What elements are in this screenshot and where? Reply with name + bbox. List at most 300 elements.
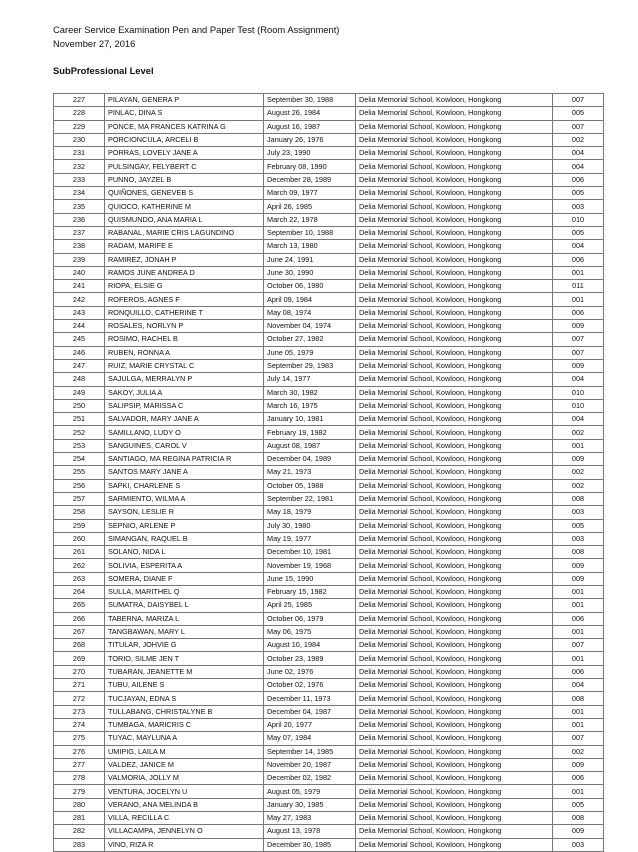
birth-date: September 14, 1985 <box>264 745 356 758</box>
birth-date: April 20, 1977 <box>264 718 356 731</box>
exam-venue: Delia Memorial School, Kowloon, Hongkong <box>356 559 553 572</box>
examinee-name: PILAYAN, GENERA P <box>105 94 264 107</box>
examinee-name: VILLA, RECILLA C <box>105 812 264 825</box>
table-row <box>54 280 604 293</box>
room-number: 006 <box>553 612 604 625</box>
examinee-name: PORRAS, LOVELY JANE A <box>105 147 264 160</box>
table-row <box>54 812 604 825</box>
room-number: 004 <box>553 160 604 173</box>
exam-date: November 27, 2016 <box>53 38 136 49</box>
row-number: 248 <box>54 373 105 386</box>
row-number: 229 <box>54 120 105 133</box>
exam-venue: Delia Memorial School, Kowloon, Hongkong <box>356 120 553 133</box>
room-number: 006 <box>553 306 604 319</box>
room-number: 008 <box>553 546 604 559</box>
row-number: 266 <box>54 612 105 625</box>
examinee-name: VALMORIA, JOLLY M <box>105 772 264 785</box>
exam-venue: Delia Memorial School, Kowloon, Hongkong <box>356 333 553 346</box>
exam-venue: Delia Memorial School, Kowloon, Hongkong <box>356 413 553 426</box>
row-number: 235 <box>54 200 105 213</box>
room-number: 007 <box>553 732 604 745</box>
row-number: 239 <box>54 253 105 266</box>
examinee-name: RAMIREZ, JONAH P <box>105 253 264 266</box>
exam-venue: Delia Memorial School, Kowloon, Hongkong <box>356 798 553 811</box>
room-number: 001 <box>553 785 604 798</box>
exam-venue: Delia Memorial School, Kowloon, Hongkong <box>356 705 553 718</box>
room-number: 006 <box>553 772 604 785</box>
examinee-name: VILLACAMPA, JENNELYN O <box>105 825 264 838</box>
birth-date: May 07, 1984 <box>264 732 356 745</box>
row-number: 244 <box>54 320 105 333</box>
birth-date: October 05, 1988 <box>264 479 356 492</box>
examinee-name: SEPNIO, ARLENE P <box>105 519 264 532</box>
examinee-name: PULSINGAY, FELYBERT C <box>105 160 264 173</box>
room-number: 002 <box>553 466 604 479</box>
table-row <box>54 572 604 585</box>
row-number: 280 <box>54 798 105 811</box>
examinee-name: RIOPA, ELSIE G <box>105 280 264 293</box>
row-number: 245 <box>54 333 105 346</box>
room-number: 011 <box>553 280 604 293</box>
table-row <box>54 705 604 718</box>
row-number: 251 <box>54 413 105 426</box>
examinee-name: ROSALES, NORLYN P <box>105 320 264 333</box>
birth-date: November 19, 1968 <box>264 559 356 572</box>
room-number: 005 <box>553 798 604 811</box>
birth-date: August 16, 1987 <box>264 120 356 133</box>
examinee-name: RADAM, MARIFE E <box>105 240 264 253</box>
row-number: 269 <box>54 652 105 665</box>
room-number: 010 <box>553 399 604 412</box>
examinee-name: TABERNA, MARIZA L <box>105 612 264 625</box>
room-number: 006 <box>553 173 604 186</box>
examinee-name: SALIPSIP, MARISSA C <box>105 399 264 412</box>
table-row <box>54 599 604 612</box>
examinee-name: SULLA, MARITHEL Q <box>105 585 264 598</box>
birth-date: November 20, 1987 <box>264 758 356 771</box>
examinee-name: TORIO, SILME JEN T <box>105 652 264 665</box>
row-number: 233 <box>54 173 105 186</box>
row-number: 278 <box>54 772 105 785</box>
room-number: 007 <box>553 639 604 652</box>
room-number: 005 <box>553 226 604 239</box>
room-number: 006 <box>553 253 604 266</box>
examinee-name: UMIPIG, LAILA M <box>105 745 264 758</box>
examinee-name: SAKOY, JULIA A <box>105 386 264 399</box>
room-number: 001 <box>553 705 604 718</box>
room-number: 006 <box>553 665 604 678</box>
birth-date: March 16, 1975 <box>264 399 356 412</box>
table-row <box>54 772 604 785</box>
birth-date: June 02, 1976 <box>264 665 356 678</box>
exam-venue: Delia Memorial School, Kowloon, Hongkong <box>356 625 553 638</box>
row-number: 272 <box>54 692 105 705</box>
row-number: 255 <box>54 466 105 479</box>
table-row <box>54 120 604 133</box>
table-row <box>54 306 604 319</box>
table-row <box>54 386 604 399</box>
room-number: 004 <box>553 679 604 692</box>
row-number: 253 <box>54 439 105 452</box>
examinee-name: SAMILLANO, LUDY O <box>105 426 264 439</box>
table-row <box>54 532 604 545</box>
examinee-name: PONCE, MA FRANCES KATRINA G <box>105 120 264 133</box>
examinee-name: TUBARAN, JEANETTE M <box>105 665 264 678</box>
room-number: 007 <box>553 94 604 107</box>
table-row <box>54 320 604 333</box>
birth-date: December 30, 1985 <box>264 838 356 851</box>
examinee-name: TUBU, AILENE S <box>105 679 264 692</box>
table-row <box>54 187 604 200</box>
table-row <box>54 173 604 186</box>
room-number: 008 <box>553 492 604 505</box>
birth-date: October 06, 1979 <box>264 612 356 625</box>
row-number: 267 <box>54 625 105 638</box>
room-assignment-table <box>53 93 604 852</box>
exam-venue: Delia Memorial School, Kowloon, Hongkong <box>356 94 553 107</box>
row-number: 252 <box>54 426 105 439</box>
table-row <box>54 373 604 386</box>
exam-venue: Delia Memorial School, Kowloon, Hongkong <box>356 479 553 492</box>
birth-date: June 30, 1990 <box>264 266 356 279</box>
room-number: 009 <box>553 758 604 771</box>
exam-venue: Delia Memorial School, Kowloon, Hongkong <box>356 346 553 359</box>
row-number: 231 <box>54 147 105 160</box>
birth-date: December 10, 1981 <box>264 546 356 559</box>
room-number: 009 <box>553 320 604 333</box>
table-row <box>54 133 604 146</box>
examinee-name: TUYAC, MAYLUNA A <box>105 732 264 745</box>
birth-date: September 10, 1988 <box>264 226 356 239</box>
row-number: 230 <box>54 133 105 146</box>
table-row <box>54 453 604 466</box>
table-row <box>54 479 604 492</box>
birth-date: October 27, 1982 <box>264 333 356 346</box>
row-number: 256 <box>54 479 105 492</box>
table-row <box>54 718 604 731</box>
table-row <box>54 426 604 439</box>
birth-date: June 24, 1991 <box>264 253 356 266</box>
birth-date: February 19, 1982 <box>264 426 356 439</box>
table-row <box>54 679 604 692</box>
room-number: 002 <box>553 745 604 758</box>
table-row <box>54 506 604 519</box>
room-number: 002 <box>553 426 604 439</box>
exam-venue: Delia Memorial School, Kowloon, Hongkong <box>356 439 553 452</box>
room-number: 009 <box>553 825 604 838</box>
room-number: 008 <box>553 692 604 705</box>
row-number: 236 <box>54 213 105 226</box>
room-number: 010 <box>553 386 604 399</box>
examinee-name: PORCIONCULA, ARCELI B <box>105 133 264 146</box>
birth-date: March 22, 1978 <box>264 213 356 226</box>
row-number: 242 <box>54 293 105 306</box>
exam-venue: Delia Memorial School, Kowloon, Hongkong <box>356 160 553 173</box>
room-number: 001 <box>553 293 604 306</box>
row-number: 283 <box>54 838 105 851</box>
exam-venue: Delia Memorial School, Kowloon, Hongkong <box>356 692 553 705</box>
row-number: 281 <box>54 812 105 825</box>
row-number: 240 <box>54 266 105 279</box>
examinee-name: SANTIAGO, MA REGINA PATRICIA R <box>105 453 264 466</box>
table-row <box>54 253 604 266</box>
row-number: 273 <box>54 705 105 718</box>
table-row <box>54 585 604 598</box>
birth-date: January 10, 1981 <box>264 413 356 426</box>
row-number: 268 <box>54 639 105 652</box>
exam-venue: Delia Memorial School, Kowloon, Hongkong <box>356 133 553 146</box>
birth-date: February 08, 1990 <box>264 160 356 173</box>
exam-venue: Delia Memorial School, Kowloon, Hongkong <box>356 320 553 333</box>
exam-venue: Delia Memorial School, Kowloon, Hongkong <box>356 306 553 319</box>
examinee-name: PINLAC, DINA S <box>105 107 264 120</box>
exam-venue: Delia Memorial School, Kowloon, Hongkong <box>356 532 553 545</box>
table-row <box>54 466 604 479</box>
exam-venue: Delia Memorial School, Kowloon, Hongkong <box>356 173 553 186</box>
birth-date: October 02, 1976 <box>264 679 356 692</box>
examinee-name: SANGUINES, CAROL V <box>105 439 264 452</box>
birth-date: December 04, 1987 <box>264 705 356 718</box>
table-row <box>54 213 604 226</box>
birth-date: August 13, 1978 <box>264 825 356 838</box>
birth-date: May 06, 1975 <box>264 625 356 638</box>
exam-venue: Delia Memorial School, Kowloon, Hongkong <box>356 506 553 519</box>
table-row <box>54 785 604 798</box>
examinee-name: ROSIMO, RACHEL B <box>105 333 264 346</box>
table-row <box>54 732 604 745</box>
room-number: 008 <box>553 812 604 825</box>
row-number: 247 <box>54 359 105 372</box>
birth-date: July 14, 1977 <box>264 373 356 386</box>
birth-date: November 04, 1974 <box>264 320 356 333</box>
table-row <box>54 612 604 625</box>
exam-venue: Delia Memorial School, Kowloon, Hongkong <box>356 253 553 266</box>
examinee-name: TANGBAWAN, MARY L <box>105 625 264 638</box>
row-number: 234 <box>54 187 105 200</box>
exam-venue: Delia Memorial School, Kowloon, Hongkong <box>356 226 553 239</box>
room-number: 003 <box>553 838 604 851</box>
examinee-name: VENTURA, JOCELYN U <box>105 785 264 798</box>
examinee-name: QUISMUNDO, ANA MARIA L <box>105 213 264 226</box>
table-row <box>54 266 604 279</box>
examinee-name: TITULAR, JOHVIE G <box>105 639 264 652</box>
examinee-name: SAPKI, CHARLENE S <box>105 479 264 492</box>
examinee-name: ROFEROS, AGNES F <box>105 293 264 306</box>
table-row <box>54 758 604 771</box>
examinee-name: RABANAL, MARIE CRIS LAGUNDINO <box>105 226 264 239</box>
birth-date: August 26, 1984 <box>264 107 356 120</box>
exam-venue: Delia Memorial School, Kowloon, Hongkong <box>356 200 553 213</box>
room-number: 002 <box>553 133 604 146</box>
room-number: 009 <box>553 453 604 466</box>
exam-venue: Delia Memorial School, Kowloon, Hongkong <box>356 745 553 758</box>
exam-venue: Delia Memorial School, Kowloon, Hongkong <box>356 652 553 665</box>
document-title: Career Service Examination Pen and Paper Test (Room Assignment) <box>53 24 340 35</box>
table-row <box>54 94 604 107</box>
birth-date: March 13, 1980 <box>264 240 356 253</box>
room-number: 005 <box>553 187 604 200</box>
row-number: 264 <box>54 585 105 598</box>
birth-date: January 30, 1985 <box>264 798 356 811</box>
exam-venue: Delia Memorial School, Kowloon, Hongkong <box>356 266 553 279</box>
room-number: 009 <box>553 559 604 572</box>
room-number: 007 <box>553 346 604 359</box>
exam-venue: Delia Memorial School, Kowloon, Hongkong <box>356 240 553 253</box>
table-body <box>54 94 604 852</box>
table-row <box>54 745 604 758</box>
exam-venue: Delia Memorial School, Kowloon, Hongkong <box>356 187 553 200</box>
table-row <box>54 665 604 678</box>
exam-venue: Delia Memorial School, Kowloon, Hongkong <box>356 639 553 652</box>
birth-date: August 08, 1987 <box>264 439 356 452</box>
table-row <box>54 107 604 120</box>
table-row <box>54 439 604 452</box>
exam-venue: Delia Memorial School, Kowloon, Hongkong <box>356 426 553 439</box>
room-number: 001 <box>553 266 604 279</box>
exam-venue: Delia Memorial School, Kowloon, Hongkong <box>356 825 553 838</box>
row-number: 263 <box>54 572 105 585</box>
row-number: 275 <box>54 732 105 745</box>
room-number: 003 <box>553 506 604 519</box>
table-row <box>54 333 604 346</box>
exam-venue: Delia Memorial School, Kowloon, Hongkong <box>356 772 553 785</box>
examinee-name: RUIZ, MARIE CRYSTAL C <box>105 359 264 372</box>
table-row <box>54 147 604 160</box>
exam-venue: Delia Memorial School, Kowloon, Hongkong <box>356 293 553 306</box>
exam-venue: Delia Memorial School, Kowloon, Hongkong <box>356 386 553 399</box>
exam-venue: Delia Memorial School, Kowloon, Hongkong <box>356 466 553 479</box>
birth-date: December 02, 1982 <box>264 772 356 785</box>
birth-date: February 15, 1982 <box>264 585 356 598</box>
birth-date: August 10, 1984 <box>264 639 356 652</box>
row-number: 274 <box>54 718 105 731</box>
table-row <box>54 399 604 412</box>
table-row <box>54 652 604 665</box>
table-row <box>54 293 604 306</box>
row-number: 249 <box>54 386 105 399</box>
exam-venue: Delia Memorial School, Kowloon, Hongkong <box>356 612 553 625</box>
birth-date: June 15, 1990 <box>264 572 356 585</box>
examinee-name: SAJULGA, MERRALYN P <box>105 373 264 386</box>
examinee-name: SAYSON, LESLIE R <box>105 506 264 519</box>
examinee-name: SUMATRA, DAISYBEL L <box>105 599 264 612</box>
room-number: 009 <box>553 359 604 372</box>
examinee-name: TULLABANG, CHRISTALYNE B <box>105 705 264 718</box>
exam-venue: Delia Memorial School, Kowloon, Hongkong <box>356 147 553 160</box>
birth-date: April 26, 1985 <box>264 200 356 213</box>
row-number: 271 <box>54 679 105 692</box>
row-number: 254 <box>54 453 105 466</box>
row-number: 241 <box>54 280 105 293</box>
birth-date: April 09, 1984 <box>264 293 356 306</box>
birth-date: October 23, 1989 <box>264 652 356 665</box>
birth-date: May 27, 1983 <box>264 812 356 825</box>
examinee-name: SANTOS MARY JANE A <box>105 466 264 479</box>
exam-venue: Delia Memorial School, Kowloon, Hongkong <box>356 572 553 585</box>
table-row <box>54 200 604 213</box>
room-number: 004 <box>553 413 604 426</box>
table-row <box>54 546 604 559</box>
table-row <box>54 226 604 239</box>
table-row <box>54 798 604 811</box>
exam-venue: Delia Memorial School, Kowloon, Hongkong <box>356 718 553 731</box>
room-number: 004 <box>553 373 604 386</box>
birth-date: September 22, 1981 <box>264 492 356 505</box>
birth-date: June 05, 1979 <box>264 346 356 359</box>
exam-venue: Delia Memorial School, Kowloon, Hongkong <box>356 732 553 745</box>
exam-venue: Delia Memorial School, Kowloon, Hongkong <box>356 679 553 692</box>
row-number: 243 <box>54 306 105 319</box>
examinee-name: RAMOS JUNE ANDREA D <box>105 266 264 279</box>
exam-venue: Delia Memorial School, Kowloon, Hongkong <box>356 546 553 559</box>
room-number: 004 <box>553 147 604 160</box>
examinee-name: SOMERA, DIANE F <box>105 572 264 585</box>
row-number: 227 <box>54 94 105 107</box>
birth-date: March 09, 1977 <box>264 187 356 200</box>
room-number: 001 <box>553 625 604 638</box>
row-number: 277 <box>54 758 105 771</box>
exam-venue: Delia Memorial School, Kowloon, Hongkong <box>356 492 553 505</box>
exam-venue: Delia Memorial School, Kowloon, Hongkong <box>356 280 553 293</box>
level-heading: SubProfessional Level <box>53 65 154 76</box>
row-number: 279 <box>54 785 105 798</box>
birth-date: December 11, 1973 <box>264 692 356 705</box>
row-number: 270 <box>54 665 105 678</box>
birth-date: May 21, 1973 <box>264 466 356 479</box>
room-number: 003 <box>553 532 604 545</box>
examinee-name: RONQUILLO, CATHERINE T <box>105 306 264 319</box>
row-number: 261 <box>54 546 105 559</box>
birth-date: September 29, 1983 <box>264 359 356 372</box>
exam-venue: Delia Memorial School, Kowloon, Hongkong <box>356 399 553 412</box>
examinee-name: SIMANGAN, RAQUEL B <box>105 532 264 545</box>
table-row <box>54 639 604 652</box>
room-number: 004 <box>553 240 604 253</box>
exam-venue: Delia Memorial School, Kowloon, Hongkong <box>356 838 553 851</box>
row-number: 282 <box>54 825 105 838</box>
row-number: 257 <box>54 492 105 505</box>
row-number: 246 <box>54 346 105 359</box>
room-number: 009 <box>553 572 604 585</box>
exam-venue: Delia Memorial School, Kowloon, Hongkong <box>356 107 553 120</box>
birth-date: May 19, 1977 <box>264 532 356 545</box>
table-row <box>54 625 604 638</box>
room-number: 003 <box>553 200 604 213</box>
birth-date: July 30, 1980 <box>264 519 356 532</box>
row-number: 258 <box>54 506 105 519</box>
examinee-name: SARMIENTO, WILMA A <box>105 492 264 505</box>
table-row <box>54 519 604 532</box>
birth-date: July 23, 1990 <box>264 147 356 160</box>
room-number: 007 <box>553 333 604 346</box>
table-row <box>54 492 604 505</box>
examinee-name: SALVADOR, MARY JANE A <box>105 413 264 426</box>
exam-venue: Delia Memorial School, Kowloon, Hongkong <box>356 812 553 825</box>
room-number: 005 <box>553 107 604 120</box>
room-number: 005 <box>553 519 604 532</box>
room-number: 007 <box>553 120 604 133</box>
exam-venue: Delia Memorial School, Kowloon, Hongkong <box>356 599 553 612</box>
exam-venue: Delia Memorial School, Kowloon, Hongkong <box>356 665 553 678</box>
examinee-name: TUMBAGA, MARICRIS C <box>105 718 264 731</box>
exam-venue: Delia Memorial School, Kowloon, Hongkong <box>356 213 553 226</box>
table-row <box>54 346 604 359</box>
birth-date: March 30, 1982 <box>264 386 356 399</box>
row-number: 276 <box>54 745 105 758</box>
exam-venue: Delia Memorial School, Kowloon, Hongkong <box>356 359 553 372</box>
exam-venue: Delia Memorial School, Kowloon, Hongkong <box>356 373 553 386</box>
table-row <box>54 825 604 838</box>
